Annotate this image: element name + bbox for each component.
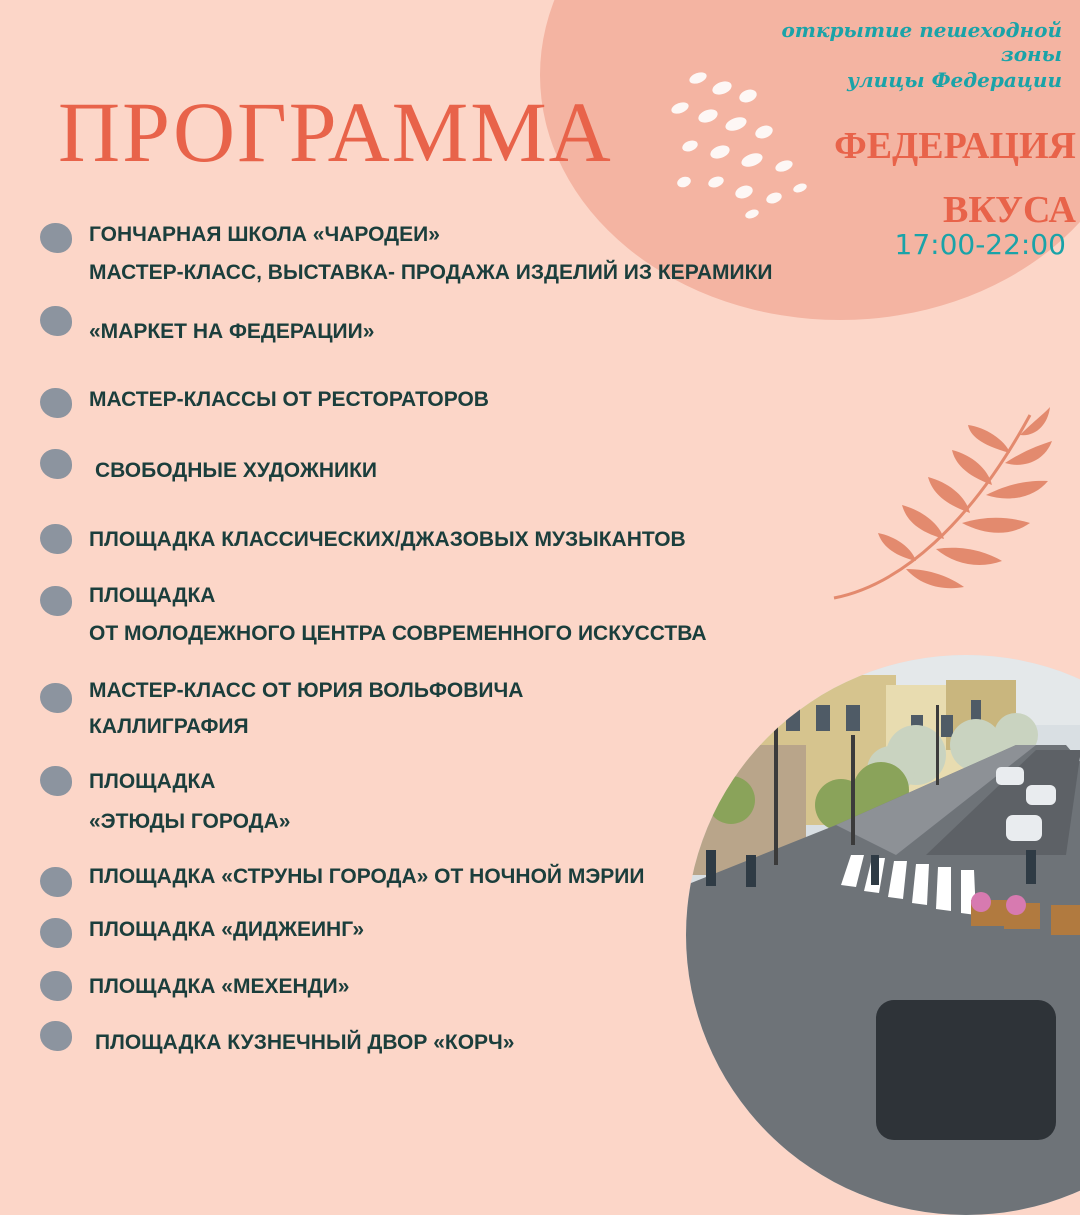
bullet-dot [40,223,72,253]
program-item-subtitle: КАЛЛИГРАФИЯ [89,715,249,738]
brand-name-line1: ФЕДЕРАЦИЯ [834,125,1076,167]
program-item-title: ПЛОЩАДКА КУЗНЕЧНЫЙ ДВОР «КОРЧ» [95,1031,515,1054]
program-item-subtitle: «ЭТЮДЫ ГОРОДА» [89,810,291,833]
program-item-title: ГОНЧАРНАЯ ШКОЛА «ЧАРОДЕИ» [89,223,440,246]
bullet-dot [40,683,72,713]
program-item-title: ПЛОЩАДКА «МЕХЕНДИ» [89,975,350,998]
program-item-title: ПЛОЩАДКА КЛАССИЧЕСКИХ/ДЖАЗОВЫХ МУЗЫКАНТОВ [89,528,686,551]
program-item-title: ПЛОЩАДКА [89,770,216,793]
program-item-title: СВОБОДНЫЕ ХУДОЖНИКИ [95,459,377,482]
bullet-dot [40,918,72,948]
brand-name-line2: ВКУСА [942,189,1076,231]
program-item-title: ПЛОЩАДКА «ДИДЖЕИНГ» [89,918,365,941]
program-item-title: МАСТЕР-КЛАССЫ ОТ РЕСТОРАТОРОВ [89,388,489,411]
event-subtitle-line1: открытие пешеходной зоны [781,18,1062,66]
bullet-dot [40,449,72,479]
leaf-branch-icon [820,405,1060,605]
bullet-dot [40,867,72,897]
bullet-dot [40,971,72,1001]
bullet-dot [40,766,72,796]
program-item-subtitle: ОТ МОЛОДЕЖНОГО ЦЕНТРА СОВРЕМЕННОГО ИСКУССТВА [89,622,707,645]
bullet-dot [40,524,72,554]
program-item-title: МАСТЕР-КЛАСС ОТ ЮРИЯ ВОЛЬФОВИЧА [89,679,524,702]
page-title: ПРОГРАММА [58,84,613,180]
program-item-title: «МАРКЕТ НА ФЕДЕРАЦИИ» [89,320,375,343]
program-item-title: ПЛОЩАДКА «СТРУНЫ ГОРОДА» ОТ НОЧНОЙ МЭРИИ [89,865,645,888]
bullet-dot [40,388,72,418]
program-item-subtitle: МАСТЕР-КЛАСС, ВЫСТАВКА- ПРОДАЖА ИЗДЕЛИЙ ИЗ КЕРАМИКИ [89,261,773,284]
bullet-dot [40,586,72,616]
event-subtitle-line2: улицы Федерации [847,68,1062,92]
bullet-dot [40,1021,72,1051]
bullet-dot [40,306,72,336]
program-item-title: ПЛОЩАДКА [89,584,216,607]
event-time: 17:00-22:00 [894,228,1066,261]
